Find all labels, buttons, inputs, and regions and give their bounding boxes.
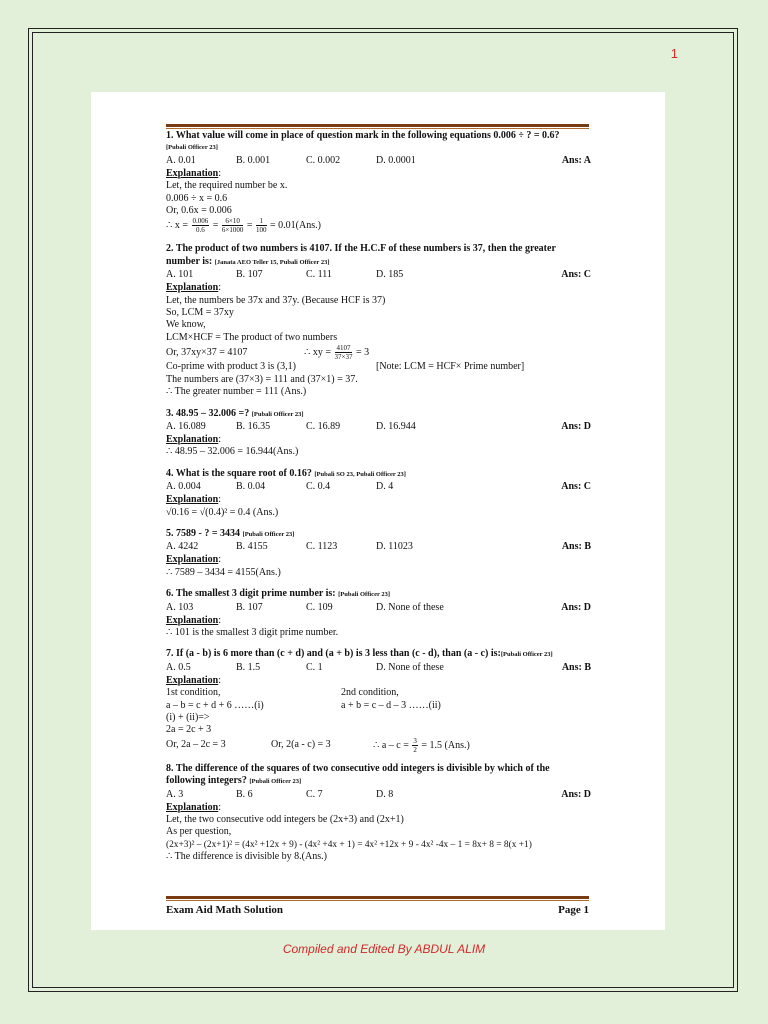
numerator: 1 (256, 217, 267, 226)
option-b: B. 1.5 (236, 661, 261, 673)
exp-text: Or, 2(a - c) = 3 (271, 739, 331, 751)
option-c: C. 0.4 (306, 481, 331, 493)
options (166, 155, 591, 168)
exp-text: = 3 (355, 347, 370, 359)
question-1: 1. What value will come in place of question mark in the following equations 0.006 ÷ ? = 0.6? [Pubali Officer 23] A. 0.01 B. 0.001 C. 0.002 D. 0.0001 Ans: A Explanation: Let, the required number be x. 0.006 ÷ x = 0.6 Or, 0.6x = 0.006 ∴ x = $\frac{0.006}{0.6}$ = $\frac{6\times 10}{6\times 1000}$ = $\frac{1}{100}$ = 0.01(Ans.) (166, 130, 591, 235)
question-5: 5. 7589 - ? = 3434 [Pubali Officer 23] A. 4242 B. 4155 C. 1123 D. 11023 Ans: B Explanation: ∴ 7589 – 3434 = 4155(Ans.) (166, 527, 591, 578)
exp-fraction-line (304, 344, 479, 361)
explanation-label: Explanation (166, 282, 219, 294)
exp-line-fraction: ∴ x = $\frac{0.006}{0.6}$ = $\frac{6\times 10}{6\times 1000}$ = $\frac{1}{100}$ = 0.01(Ans.) (166, 217, 321, 235)
answer: Ans: B (561, 541, 591, 553)
option-a: A. 0.01 (166, 154, 196, 166)
option-b: B. 0.04 (236, 481, 266, 493)
question-text: 3. 48.95 – 32.006 =? (166, 407, 250, 419)
answer: Ans: D (561, 788, 591, 800)
denominator: 37×37 (334, 353, 353, 362)
options (166, 269, 591, 282)
options (166, 662, 591, 675)
corner-page-number: 1 (670, 46, 678, 61)
question-2: 2. The product of two numbers is 4107. If the H.C.F of these numbers is 37, then the greater number is: [Janata AEO Teller 15, Pubali Officer 23] A. 101 B. 107 C. 111 D. 185 Ans: C Explanation: Let, the numbers be 37x and 37y. (Because HCF is 37) So, LCM = 37xy We know, LCM×HCF = The product of two numbers Or, 37xy×37 = 4107 ∴ xy = $\frac{4107}{37\times 37}$ = 3 Co-prime with product 3 is (3,1) [Note: LCM = HCF× Prime number] The numbers are (37×3) = 111 and (37×1) = 37. ∴ The greater number = 111 (Ans.) (166, 243, 591, 398)
option-c: C. 109 (306, 601, 333, 613)
option-d: D. None of these (376, 601, 444, 613)
exp-line: 2a = 2c + 3 (166, 724, 212, 736)
answer: Ans: A (561, 154, 591, 166)
question-source: [Pubali Officer 23] (166, 144, 218, 152)
exp-text: Or, 2a – 2c = 3 (166, 739, 226, 751)
exp-line-pair (166, 361, 591, 373)
options (166, 541, 591, 554)
question-text: 2. The product of two numbers is 4107. If the H.C.F of these numbers is 37, then the greater number is: (166, 243, 556, 267)
option-a: A. 101 (166, 269, 194, 281)
question-text: 8. The difference of the squares of two consecutive odd integers is divisible by which of the following integers? (166, 762, 550, 787)
exp-text: Co-prime with product 3 is (3,1) (166, 361, 296, 373)
exp-line: The numbers are (37×3) = 111 and (37×1) = 37. (166, 373, 358, 385)
option-c: C. 1123 (306, 541, 338, 553)
equation-2: a + b = c – d – 3 ……(ii) (341, 699, 441, 711)
explanation-label: Explanation (166, 614, 219, 626)
answer: Ans: B (561, 661, 591, 673)
option-b: B. 0.001 (236, 154, 271, 166)
explanation-label: Explanation (166, 674, 219, 686)
exp-fraction-line (373, 737, 548, 754)
question-source: [Pubali Officer 23] (500, 651, 553, 659)
question-6: 6. The smallest 3 digit prime number is: [Pubali Officer 23] A. 103 B. 107 C. 109 D. None of these Ans: D Explanation: ∴ 101 is the smallest 3 digit prime number. (166, 588, 591, 638)
exp-line: ∴ The greater number = 111 (Ans.) (166, 386, 307, 398)
question-source: [Pubali Officer 23] (338, 591, 391, 599)
numerator: 0.006 (192, 217, 209, 226)
option-d: D. 185 (376, 269, 404, 281)
exp-line: LCM×HCF = The product of two numbers (166, 331, 338, 343)
question-4: 4. What is the square root of 0.16? [Pubali SO 23, Pubali Officer 23] A. 0.004 B. 0.04 C. 0.4 D. 4 Ans: C Explanation: √0.16 = √(0.4)² = 0.4 (Ans.) (166, 467, 591, 518)
options (166, 789, 591, 802)
answer: Ans: C (561, 481, 591, 493)
exp-text: ∴ x = (166, 220, 189, 232)
option-a: A. 16.089 (166, 420, 206, 432)
answer: Ans: D (561, 601, 591, 613)
fraction (335, 344, 353, 361)
option-d: D. None of these (376, 661, 444, 673)
option-c: C. 7 (306, 788, 323, 800)
exp-line: ∴ 101 is the smallest 3 digit prime number. (166, 626, 339, 638)
option-a: A. 0.004 (166, 481, 201, 493)
exp-line: Or, 0.6x = 0.006 (166, 205, 232, 217)
exp-text: Or, 37xy×37 = 4107 (166, 346, 248, 358)
options (166, 481, 591, 494)
option-d: D. 11023 (376, 541, 413, 553)
question-source: [Pubali Officer 23] (249, 778, 302, 786)
exp-line-pair (166, 344, 591, 361)
content (166, 128, 591, 873)
exp-text: ∴ xy = (304, 347, 332, 359)
question-8: 8. The difference of the squares of two consecutive odd integers is divisible by which of the following integers? [Pubali Officer 23] A. 3 B. 6 C. 7 D. 8 Ans: D Explanation: Let, the two consecutive odd integers be (2x+3) and (2x+1) As per question, (2x+3)² – (2x+1)² = (4x² +12x + 9) - (4x² +4x + 1) = 4x² +12x + 9 - 4x² -4x – 1 = 8x+ 8 = 8(x +1) ∴ The difference is divisible by 8.(Ans.) (166, 762, 591, 863)
condition-1-label: 1st condition, (166, 687, 221, 699)
bottom-rule (166, 896, 589, 899)
fraction (222, 217, 243, 234)
denominator: 2 (413, 745, 417, 754)
option-c: C. 1 (306, 661, 323, 673)
condition-2-label: 2nd condition, (341, 687, 399, 699)
option-b: B. 4155 (236, 541, 268, 553)
option-d: D. 4 (376, 481, 394, 493)
question-text: 7. If (a - b) is 6 more than (c + d) and (a + b) is 3 less than (c - d), than (a - c) is: (166, 648, 501, 660)
explanation-label: Explanation (166, 167, 219, 179)
numerator: 3 (413, 736, 417, 745)
explanation-label: Explanation (166, 433, 219, 445)
exp-line: ∴ 7589 – 3434 = 4155(Ans.) (166, 566, 281, 578)
condition-equations (166, 700, 591, 712)
options (166, 421, 591, 434)
exp-line: Let, the numbers be 37x and 37y. (Because HCF is 37) (166, 294, 386, 306)
exp-line: We know, (166, 319, 206, 331)
bottom-rule-thin (166, 900, 589, 901)
option-a: A. 0.5 (166, 661, 191, 673)
footer-title: Exam Aid Math Solution (166, 904, 284, 916)
explanation-label: Explanation (166, 554, 219, 566)
question-source: [Pubali Officer 23] (242, 530, 295, 538)
question-text: 5. 7589 - ? = 3434 (166, 527, 241, 539)
exp-line: Let, the required number be x. (166, 180, 288, 192)
fraction (256, 217, 267, 234)
note: [Note: LCM = HCF× Prime number] (376, 361, 525, 373)
exp-line: (i) + (ii)=> (166, 712, 210, 723)
exp-line: ∴ The difference is divisible by 8.(Ans.) (166, 851, 327, 863)
option-b: B. 6 (236, 788, 253, 800)
denominator: 6×1000 (221, 226, 244, 235)
question-source: [Pubali SO 23, Pubali Officer 23] (314, 470, 406, 478)
explanation-label: Explanation (166, 801, 219, 813)
exp-line: (2x+3)² – (2x+1)² = (4x² +12x + 9) - (4x² +4x + 1) = 4x² +12x + 9 - 4x² -4x – 1 = 8x+ 8 = 8(x +1) (166, 839, 532, 850)
option-c: C. 111 (306, 269, 332, 281)
exp-line: √0.16 = √(0.4)² = 0.4 (Ans.) (166, 506, 279, 518)
explanation-label: Explanation (166, 494, 219, 506)
credit-line: Compiled and Edited By ABDUL ALIM (282, 942, 486, 956)
option-a: A. 3 (166, 788, 184, 800)
answer: Ans: C (561, 269, 591, 281)
exp-line: 0.006 ÷ x = 0.6 (166, 192, 228, 204)
option-a: A. 103 (166, 601, 194, 613)
question-text: 1. What value will come in place of question mark in the following equations 0.006 ÷ ? = 0.6? (166, 130, 560, 141)
document-page (91, 92, 665, 930)
equation-1: a – b = c + d + 6 ……(i) (166, 699, 264, 711)
question-source: [Janata AEO Teller 15, Pubali Officer 23] (214, 258, 330, 266)
option-a: A. 4242 (166, 541, 199, 553)
condition-labels (166, 687, 591, 699)
answer: Ans: D (561, 420, 591, 432)
question-text: 4. What is the square root of 0.16? (166, 467, 312, 479)
exp-line: Let, the two consecutive odd integers be (2x+3) and (2x+1) (166, 814, 404, 826)
exp-text: = 0.01(Ans.) (270, 220, 321, 232)
option-b: B. 107 (236, 601, 263, 613)
question-source: [Pubali Officer 23] (251, 410, 304, 418)
option-d: D. 16.944 (376, 420, 416, 432)
top-rule (166, 124, 589, 127)
question-3: 3. 48.95 – 32.006 =? [Pubali Officer 23] A. 16.089 B. 16.35 C. 16.89 D. 16.944 Ans: D Explanation: ∴ 48.95 – 32.006 = 16.944(Ans.) (166, 407, 591, 458)
question-text: 6. The smallest 3 digit prime number is: (166, 588, 336, 600)
exp-text: = 1.5 (Ans.) (421, 739, 470, 751)
numerator: 6×10 (222, 217, 243, 226)
denominator: 100 (256, 226, 267, 235)
option-c: C. 0.002 (306, 154, 341, 166)
question-7: 7. If (a - b) is 6 more than (c + d) and (a + b) is 3 less than (c - d), than (a - c) is:[Pubali Officer 23] A. 0.5 B. 1.5 C. 1 D. None of these Ans: B Explanation: 1st condition, 2nd condition, a – b = c + d + 6 ……(i) a + b = c – d – 3 ……(ii) (i) + (ii)=> 2a = 2c + 3 Or, 2a – 2c = 3 Or, 2(a - c) = 3 ∴ a – c = $\frac{3}{2}$ = 1.5 (Ans.) (166, 648, 591, 754)
footer-page: Page 1 (558, 904, 589, 916)
option-d: D. 8 (376, 788, 394, 800)
exp-line: So, LCM = 37xy (166, 307, 234, 319)
exp-line: As per question, (166, 826, 232, 838)
numerator: 4107 (336, 344, 351, 353)
fraction (412, 737, 418, 754)
exp-line-triple (166, 737, 591, 754)
options (166, 602, 591, 615)
option-b: B. 107 (236, 269, 263, 281)
denominator: 0.6 (196, 226, 205, 235)
fraction (192, 217, 210, 234)
exp-line: ∴ 48.95 – 32.006 = 16.944(Ans.) (166, 446, 299, 458)
option-d: D. 0.0001 (376, 154, 416, 166)
exp-text: ∴ a – c = (373, 739, 409, 751)
option-c: C. 16.89 (306, 420, 341, 432)
option-b: B. 16.35 (236, 420, 271, 432)
